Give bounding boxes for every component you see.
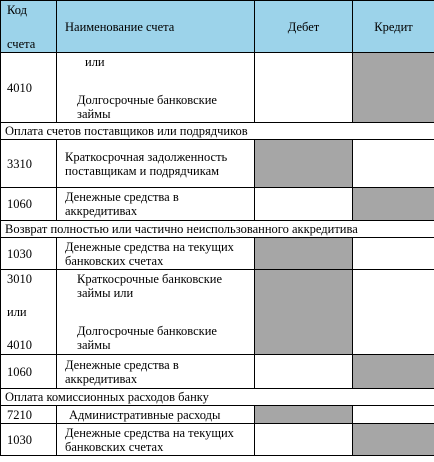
account-code: 1030 bbox=[1, 238, 57, 270]
debit-cell-shaded bbox=[255, 140, 353, 188]
credit-cell-shaded bbox=[353, 53, 434, 123]
header-code-top: Код bbox=[7, 2, 27, 17]
table-row bbox=[1, 238, 434, 270]
section-title: Оплата комиссионных расходов банку bbox=[1, 389, 434, 406]
header-credit-cell: Кредит bbox=[353, 1, 434, 53]
account-name: Денежные средства в аккредитивах bbox=[57, 188, 255, 221]
account-name: Краткосрочная задолженность поставщикам и подрядчикам bbox=[57, 140, 255, 188]
header-debit-cell: Дебет bbox=[255, 1, 353, 53]
account-code: 1060 bbox=[1, 355, 57, 389]
account-code-top: 3010 bbox=[7, 272, 32, 286]
table-row bbox=[1, 53, 434, 123]
account-code: 1060 bbox=[1, 188, 57, 221]
section-title: Оплата счетов поставщиков или подрядчиков bbox=[1, 123, 434, 140]
account-code-mid: или bbox=[7, 305, 27, 319]
table-row bbox=[1, 188, 434, 221]
account-name-top: Краткосрочные банковские займы или bbox=[77, 272, 223, 300]
credit-cell bbox=[353, 270, 434, 355]
debit-cell bbox=[255, 355, 353, 389]
credit-cell-shaded bbox=[353, 355, 434, 389]
account-name: Денежные средства на текущих банковских счетах bbox=[57, 238, 255, 270]
credit-cell bbox=[353, 238, 434, 270]
header-name-cell: Наименование счета bbox=[57, 1, 255, 53]
debit-cell-shaded bbox=[255, 406, 353, 424]
account-name: Административные расходы bbox=[57, 406, 255, 424]
table-row bbox=[1, 355, 434, 389]
credit-cell-shaded bbox=[353, 188, 434, 221]
table-row bbox=[1, 270, 434, 355]
account-name: Денежные средства в аккредитивах bbox=[57, 355, 255, 389]
account-name bbox=[57, 270, 255, 355]
table-row bbox=[1, 406, 434, 424]
account-code: 4010 bbox=[1, 53, 57, 123]
table-row bbox=[1, 140, 434, 188]
section-title: Возврат полностью или частично неиспользованного аккредитива bbox=[1, 221, 434, 238]
account-code: 3310 bbox=[1, 140, 57, 188]
debit-cell bbox=[255, 53, 353, 123]
debit-cell-shaded bbox=[255, 238, 353, 270]
credit-cell-shaded bbox=[353, 424, 434, 456]
header-code-bottom: счета bbox=[7, 36, 36, 51]
account-name-bottom: Долгосрочные банковские займы bbox=[77, 324, 217, 352]
debit-cell bbox=[255, 188, 353, 221]
account-name-top: или bbox=[85, 54, 105, 69]
credit-cell bbox=[353, 140, 434, 188]
debit-cell-shaded bbox=[255, 270, 353, 355]
account-name: Денежные средства на текущих банковских счетах bbox=[57, 424, 255, 456]
section-row bbox=[1, 221, 434, 238]
account-name bbox=[57, 53, 255, 123]
debit-cell bbox=[255, 424, 353, 456]
account-code: 1030 bbox=[1, 424, 57, 456]
account-code bbox=[1, 270, 57, 355]
table-header-row bbox=[1, 1, 434, 53]
section-row bbox=[1, 123, 434, 140]
table-row bbox=[1, 424, 434, 456]
section-row bbox=[1, 389, 434, 406]
header-code-cell bbox=[1, 1, 57, 53]
account-code: 7210 bbox=[1, 406, 57, 424]
account-code-bottom: 4010 bbox=[7, 338, 32, 352]
account-name-bottom: Долгосрочные банковские займы bbox=[77, 92, 217, 121]
credit-cell bbox=[353, 406, 434, 424]
